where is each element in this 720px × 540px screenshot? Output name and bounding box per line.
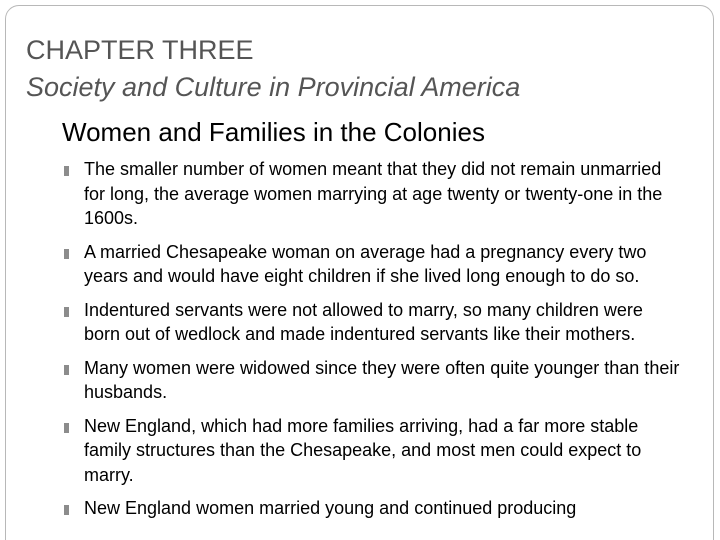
bullet-item: [62, 298, 682, 347]
bullet-marker-icon: [64, 423, 69, 433]
bullet-item: [62, 356, 682, 405]
section-heading: Women and Families in the Colonies: [62, 117, 485, 147]
chapter-title: CHAPTER THREE: [26, 35, 254, 65]
bullet-item: [62, 157, 682, 231]
bullet-text: The smaller number of women meant that they did not remain unmarried for long, the average women marrying at age twenty or twenty-one in the 1600s.: [84, 159, 663, 228]
bullet-text: A married Chesapeake woman on average had a pregnancy every two years and would have eight children if she lived long enough to do so.: [84, 241, 647, 286]
bullet-text: New England women married young and continued producing: [84, 498, 577, 518]
bullet-marker-icon: [64, 166, 69, 176]
bullet-text: Many women were widowed since they were often quite younger than their husbands.: [84, 357, 680, 402]
bullet-item: [62, 414, 682, 488]
bullet-text: New England, which had more families arriving, had a far more stable family structures than the Chesapeake, and most men could expect to marry.: [84, 415, 642, 485]
bullet-marker-icon: [64, 307, 69, 317]
bullet-text: Indentured servants were not allowed to marry, so many children were born out of wedlock and made indentured servants like their mothers.: [84, 299, 643, 344]
bullet-marker-icon: [64, 249, 69, 259]
title-block: [26, 32, 706, 106]
bullet-item: [62, 240, 682, 289]
chapter-subtitle: Society and Culture in Provincial America: [26, 72, 521, 102]
bullet-marker-icon: [64, 365, 69, 375]
bullet-item: [62, 496, 682, 521]
bullet-list: [62, 157, 682, 530]
bullet-marker-icon: [64, 505, 69, 515]
